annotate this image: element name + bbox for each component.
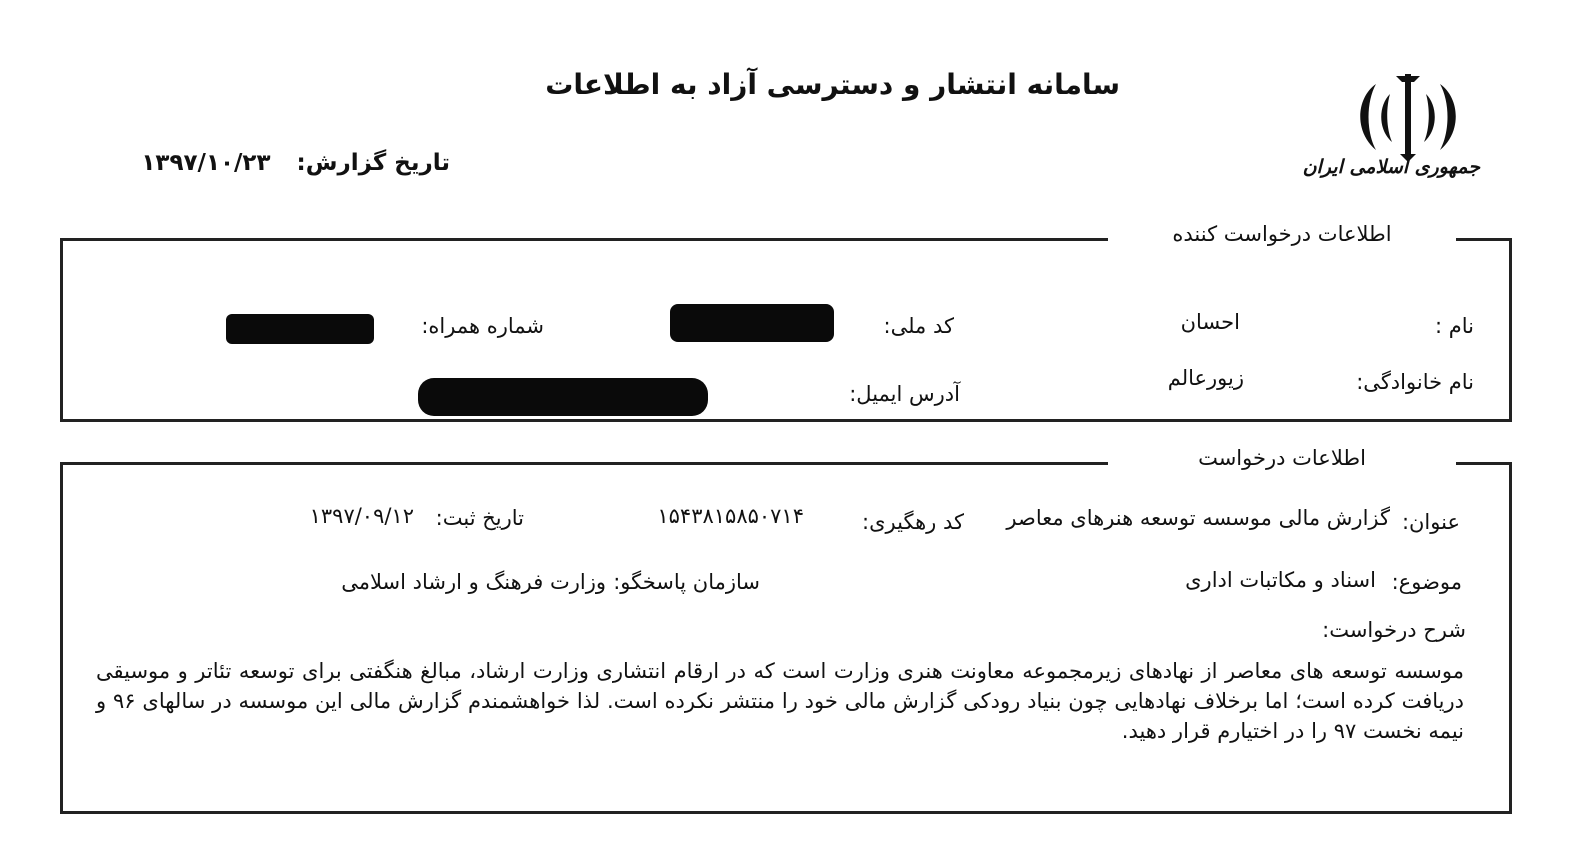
national-id-label: کد ملی: <box>883 314 954 338</box>
subject-label: موضوع: <box>1391 570 1462 594</box>
emblem-text: جمهوری اسلامی ایران <box>1302 156 1480 178</box>
last-name-label: نام خانوادگی: <box>1356 370 1474 394</box>
request-title-value: گزارش مالی موسسه توسعه هنرهای معاصر <box>1006 506 1390 530</box>
tracking-code-label: کد رهگیری: <box>862 510 964 534</box>
report-date-label: تاریخ گزارش: <box>296 150 450 176</box>
responder-org-value: وزارت فرهنگ و ارشاد اسلامی <box>341 570 606 594</box>
mobile-redaction <box>226 314 374 344</box>
registration-date-label: تاریخ ثبت: <box>435 506 524 530</box>
iran-emblem-icon <box>1338 66 1478 198</box>
report-date <box>141 150 450 176</box>
request-section-title: اطلاعات درخواست <box>1108 446 1456 470</box>
page-title: سامانه انتشار و دسترسی آزاد به اطلاعات <box>545 68 1120 101</box>
registration-date-value: ۱۳۹۷/۰۹/۱۲ <box>309 504 414 528</box>
first-name-value: احسان <box>1180 310 1240 334</box>
request-title-label: عنوان: <box>1401 510 1460 534</box>
mobile-label: شماره همراه: <box>421 314 544 338</box>
email-label: آدرس ایمیل: <box>849 382 960 406</box>
national-id-redaction <box>670 304 834 342</box>
responder-org-label: سازمان پاسخگو: <box>613 570 760 594</box>
description-label: شرح درخواست: <box>1322 618 1466 642</box>
description-text: موسسه توسعه های معاصر از نهادهای زیرمجموعه معاونت هنری وزارت است که در ارقام انتشاری وزارت ارشاد، مبالغ هنگفتی برای توسعه تئاتر و موسیقی دریافت کرده است؛ اما برخلاف نهادهایی چون بنیاد رودکی گزارش مالی خود را منتشر نکرده است. لذا خواهشمندم گزارش مالی این موسسه در سالهای ۹۶ و نیمه نخست ۹۷ را در اختیارم قرار دهید. <box>96 659 1464 743</box>
tracking-code-value: ۱۵۴۳۸۱۵۸۵۰۷۱۴ <box>657 504 804 528</box>
requester-section-title: اطلاعات درخواست کننده <box>1108 222 1456 246</box>
report-date-value: ۱۳۹۷/۱۰/۲۳ <box>141 150 271 176</box>
first-name-label: نام : <box>1435 314 1474 338</box>
subject-value: اسناد و مکاتبات اداری <box>1185 568 1376 592</box>
email-redaction <box>418 378 708 416</box>
last-name-value: زیورعالم <box>1167 366 1244 390</box>
